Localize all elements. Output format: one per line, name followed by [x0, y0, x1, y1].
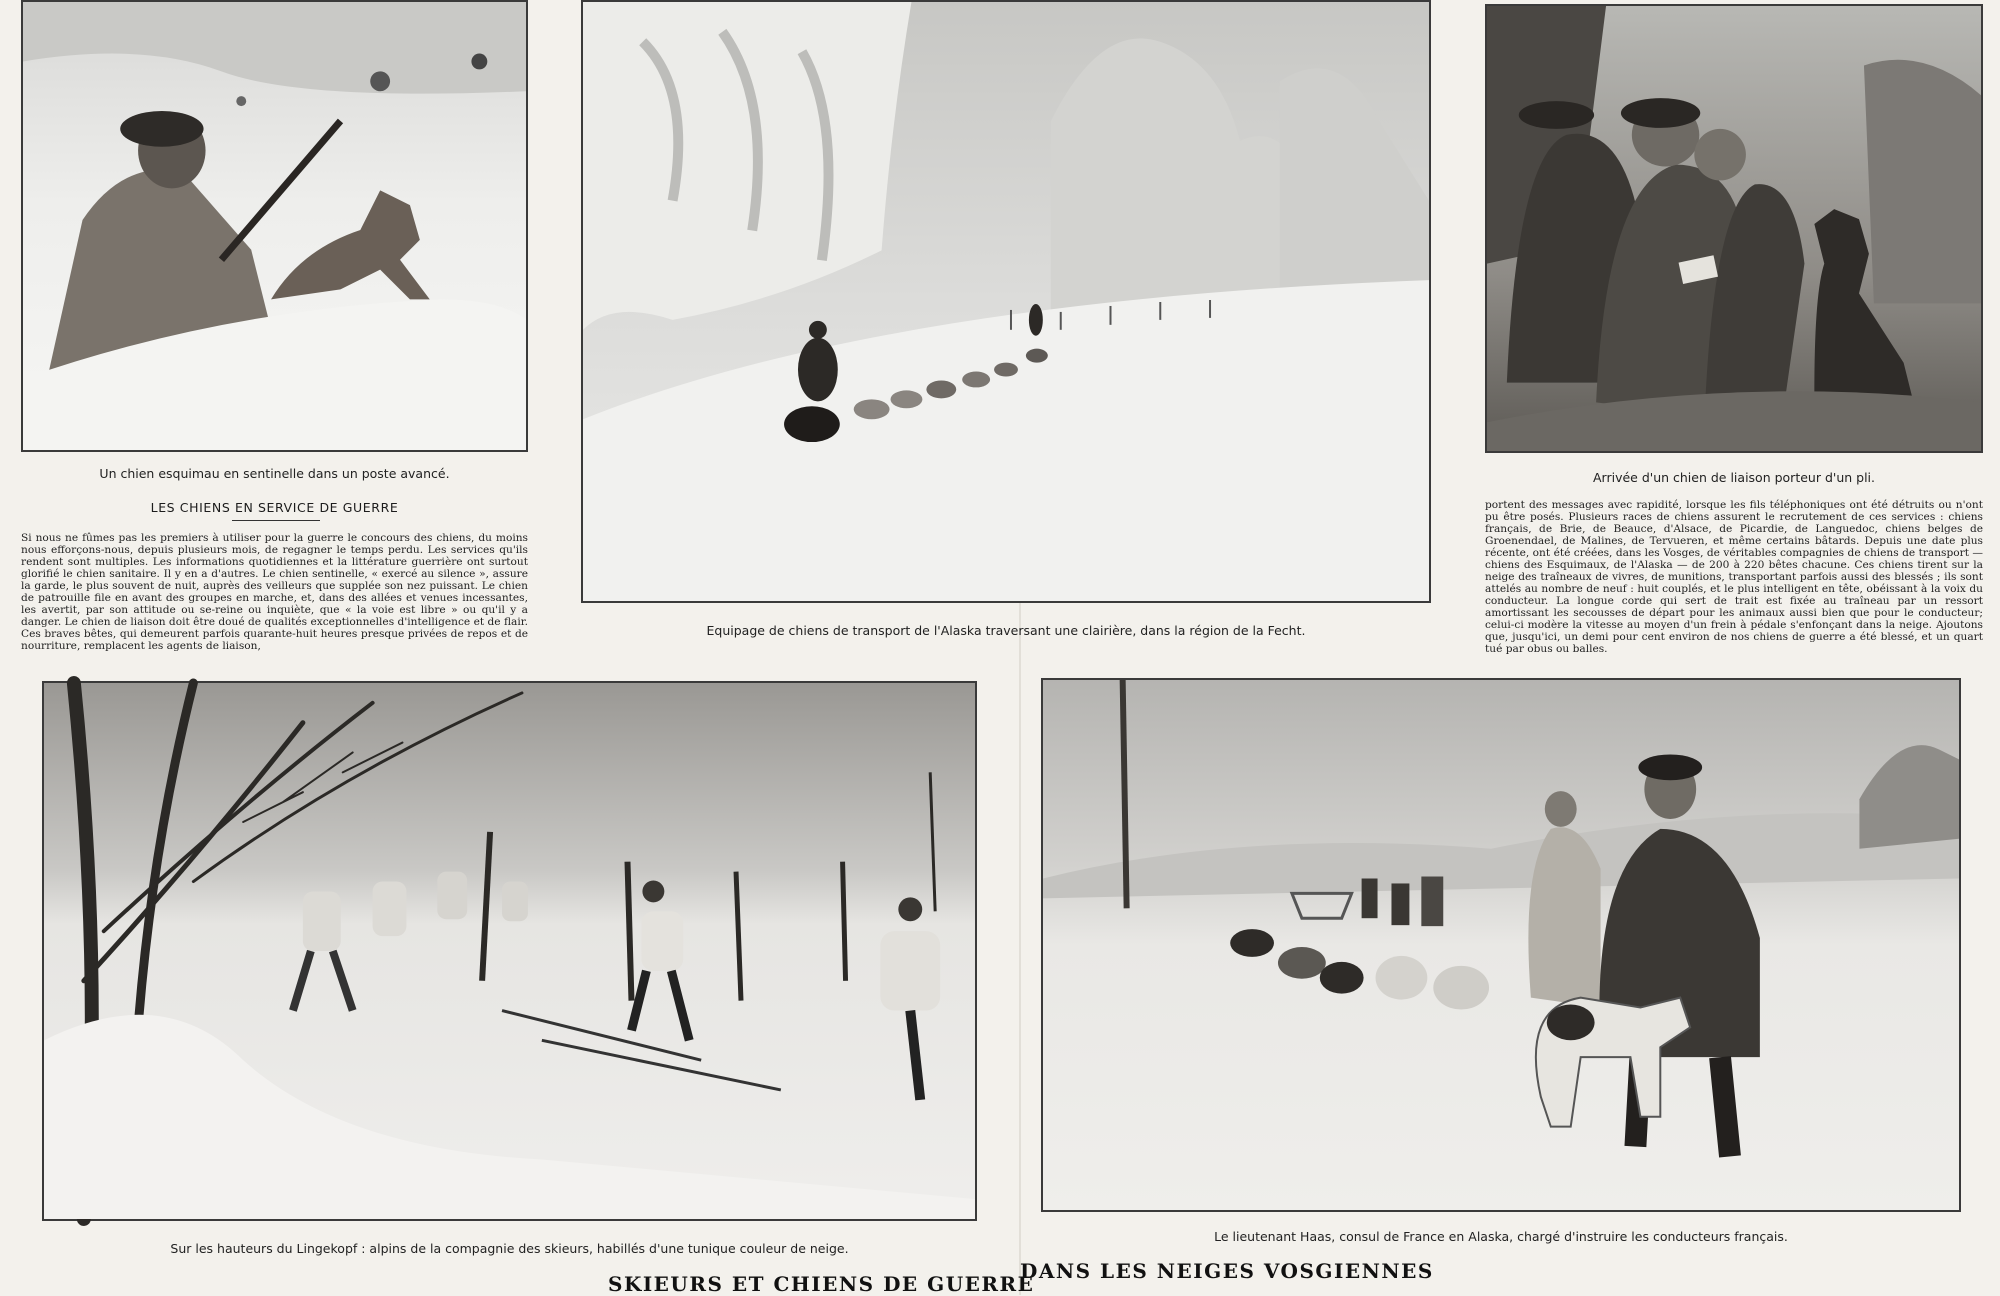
- article-column-right: portent des messages avec rapidité, lorsque les fils téléphoniques ont été détruits ou n'ont pu être posés. Plusieurs races de chiens assurent le recrutement de ces services : chiens français, de Brie, de Beauce, d'Alsace, de Picardie, de Languedoc, chiens belges de Groenendael, de Malines, de Tervueren, et même certains bâtards. Depuis une date plus récente, ont été créées, dans les Vosges, de véritables compagnies de chiens de transport — chiens des Esquimaux, de l'Alaska — de 200 à 220 bêtes chacune. Ces chiens tirent sur la neige des traîneaux de vivres, de munitions, transportant parfois aussi des blessés ; ils sont attelés au nombre de neuf : huit couplés, et le plus intelligent en tête, obéissant à la voix du conducteur. La longue corde qui sert de trait est fixée au traîneau par un ressort amortissant les secousses de départ pour les animaux aussi bien que pour le conducteur; celui-ci modère la vitesse au moyen d'un frein à pédale s'enfonçant dans la neige. Ajoutons que, jusqu'ici, un demi pour cent environ de nos chiens de guerre a été blessé, et un quart tué par obus ou balles.: [1485, 499, 1983, 655]
- article-column-left: Si nous ne fûmes pas les premiers à utiliser pour la guerre le concours des chiens, du moins nous efforçons-nous, depuis plusieurs mois, de regagner le temps perdu. Les services qu'ils rendent sont multiples. Les informations quotidiennes et la littérature guerrière ont surtout glorifié le chien sanitaire. Il y en a d'autres. Le chien sentinelle, « exercé au silence », assure la garde, le plus souvent de nuit, auprès des veilleurs que supplée son nez puissant. Le chien de patrouille file en avant des groupes en marche, et, dans des allées et venues incessantes, les avertit, par son attitude ou se-reine ou inquiète, que « la voie est libre » ou qu'il y a danger. Le chien de liaison doit être doué de qualités exceptionnelles d'intelligence et de flair. Ces braves bêtes, qui demeurent parfois quarante-huit heures presque privées de repos et de nourriture, remplacent les agents de liaison,: [21, 532, 528, 652]
- page-title-right: DANS LES NEIGES VOSGIENNES: [1020, 1259, 1434, 1283]
- photo-liaison-dog: [1485, 4, 1983, 453]
- heading-rule: [232, 520, 320, 521]
- caption-sled: Equipage de chiens de transport de l'Alaska traversant une clairière, dans la région de la Fecht.: [706, 623, 1306, 638]
- photo-dog-sentinel: [21, 0, 528, 452]
- article-heading: LES CHIENS EN SERVICE DE GUERRE: [150, 500, 399, 515]
- caption-liaison: Arrivée d'un chien de liaison porteur d'un pli.: [1592, 470, 1875, 485]
- photo-skiers: [42, 681, 977, 1221]
- page-title-left: SKIEURS ET CHIENS DE GUERRE: [608, 1272, 1035, 1296]
- photo-sled-team: [581, 0, 1431, 603]
- photo-lieutenant-haas: [1041, 678, 1961, 1212]
- caption-haas: Le lieutenant Haas, consul de France en Alaska, chargé d'instruire les conducteurs français.: [1214, 1229, 1788, 1244]
- caption-skiers: Sur les hauteurs du Lingekopf : alpins de la compagnie des skieurs, habillés d'une tunique couleur de neige.: [170, 1241, 849, 1256]
- caption-sentinel: Un chien esquimau en sentinelle dans un poste avancé.: [99, 466, 450, 481]
